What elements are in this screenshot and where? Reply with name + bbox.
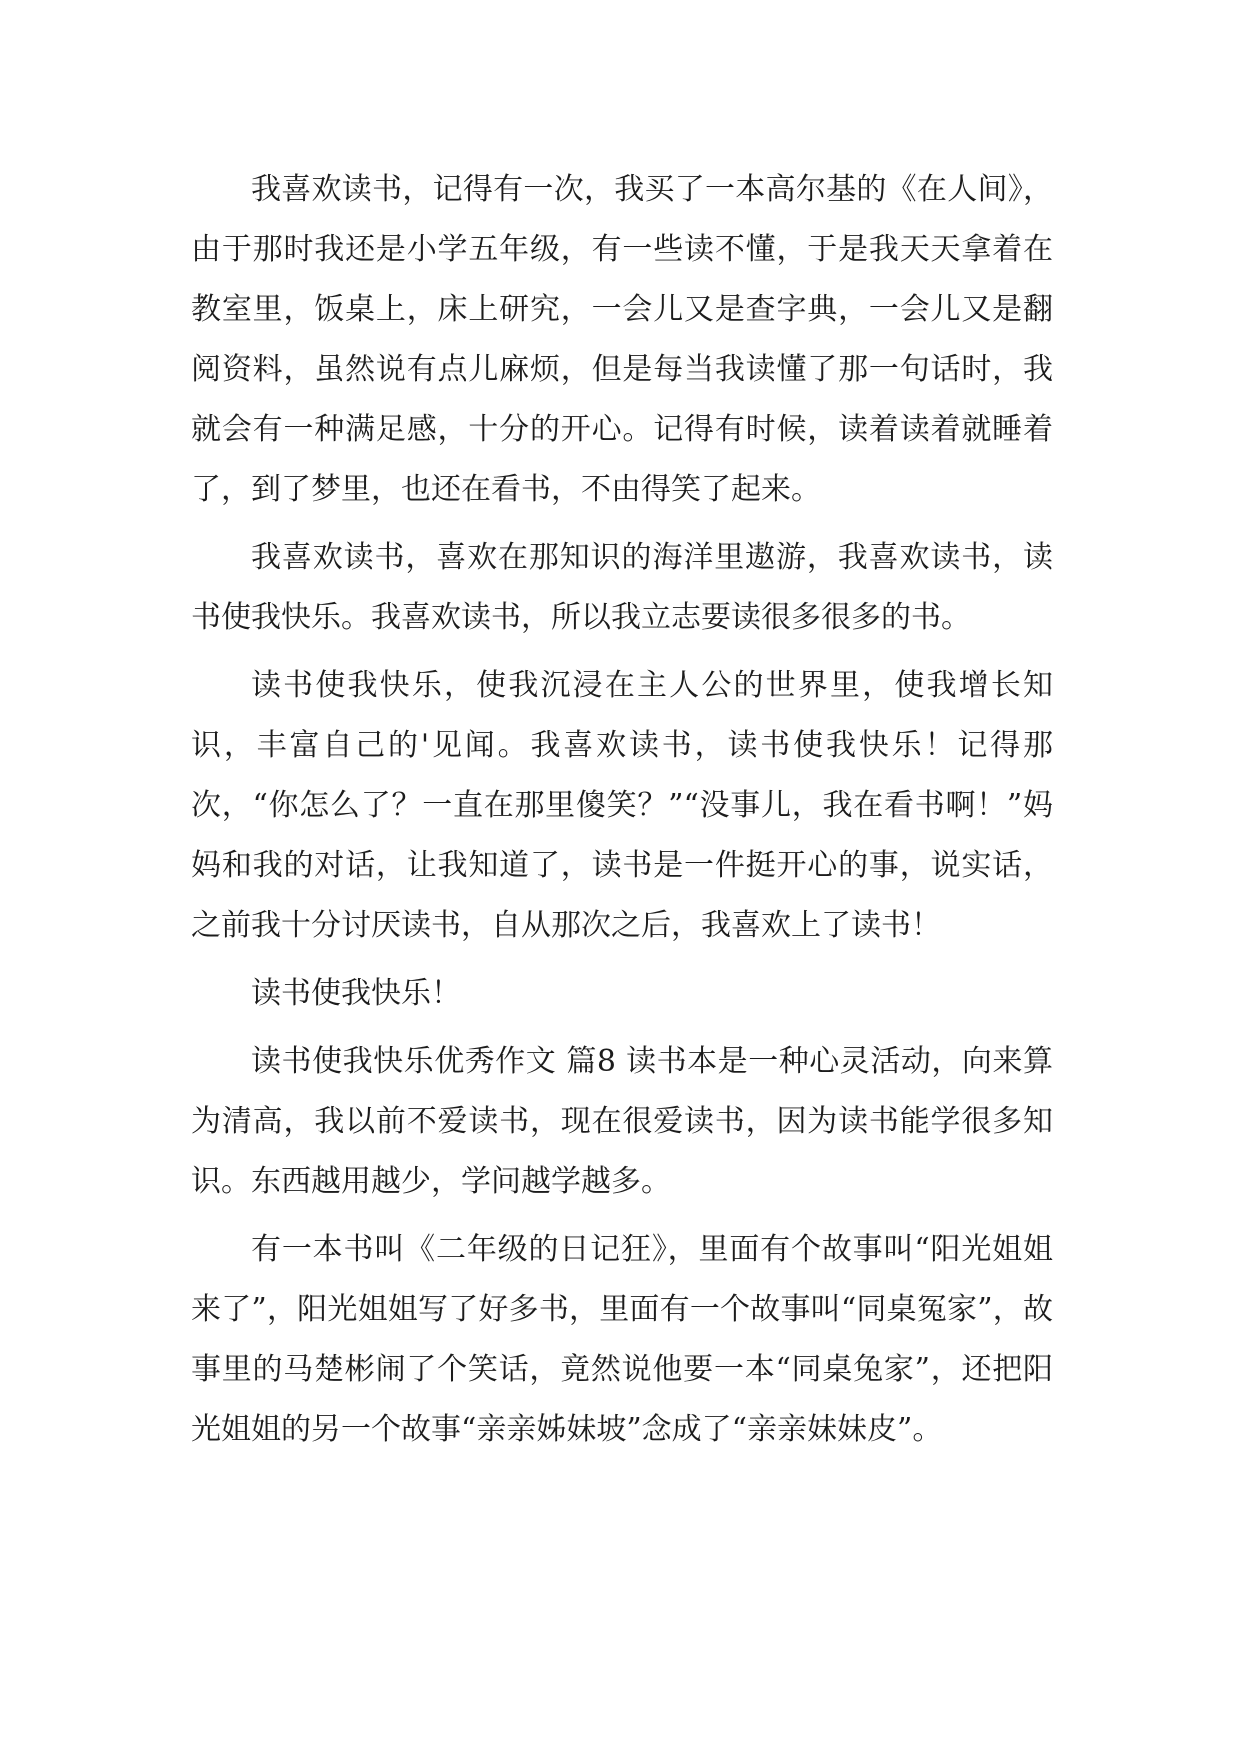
section-heading-paragraph: 读书使我快乐优秀作文 篇8 读书本是一种心灵活动，向来算为清高，我以前不爱读书，现在很爱读书，因为读书能学很多知识。东西越用越少，学问越学越多。: [191, 1044, 1053, 1199]
paragraph: 我喜欢读书，喜欢在那知识的海洋里遨游，我喜欢读书，读书使我快乐。我喜欢读书，所以我立志要读很多很多的书。: [191, 540, 1053, 635]
paragraph: 有一本书叫《二年级的日记狂》，里面有个故事叫“阳光姐姐来了”，阳光姐姐写了好多书，里面有一个故事叫“同桌冤家”，故事里的马楚彬闹了个笑话，竟然说他要一本“同桌兔家”，还把阳光姐姐的另一个故事“亲亲姊妹坡”念成了“亲亲妹妹皮”。: [191, 1232, 1053, 1447]
paragraph: 我喜欢读书，记得有一次，我买了一本高尔基的《在人间》，由于那时我还是小学五年级，有一些读不懂，于是我天天拿着在教室里，饭桌上，床上研究，一会儿又是查字典，一会儿又是翻阅资料，虽然说有点儿麻烦，但是每当我读懂了那一句话时，我就会有一种满足感，十分的开心。记得有时候，读着读着就睡着了，到了梦里，也还在看书，不由得笑了起来。: [191, 172, 1053, 507]
paragraph: 读书使我快乐，使我沉浸在主人公的世界里，使我增长知识，丰富自己的'见闻。我喜欢读书，读书使我快乐！记得那次，“你怎么了？一直在那里傻笑？”“没事儿，我在看书啊！”妈妈和我的对话，让我知道了，读书是一件挺开心的事，说实话，之前我十分讨厌读书，自从那次之后，我喜欢上了读书！: [191, 668, 1053, 943]
paragraph: 读书使我快乐！: [251, 976, 461, 1011]
article-body: [191, 160, 1053, 1460]
